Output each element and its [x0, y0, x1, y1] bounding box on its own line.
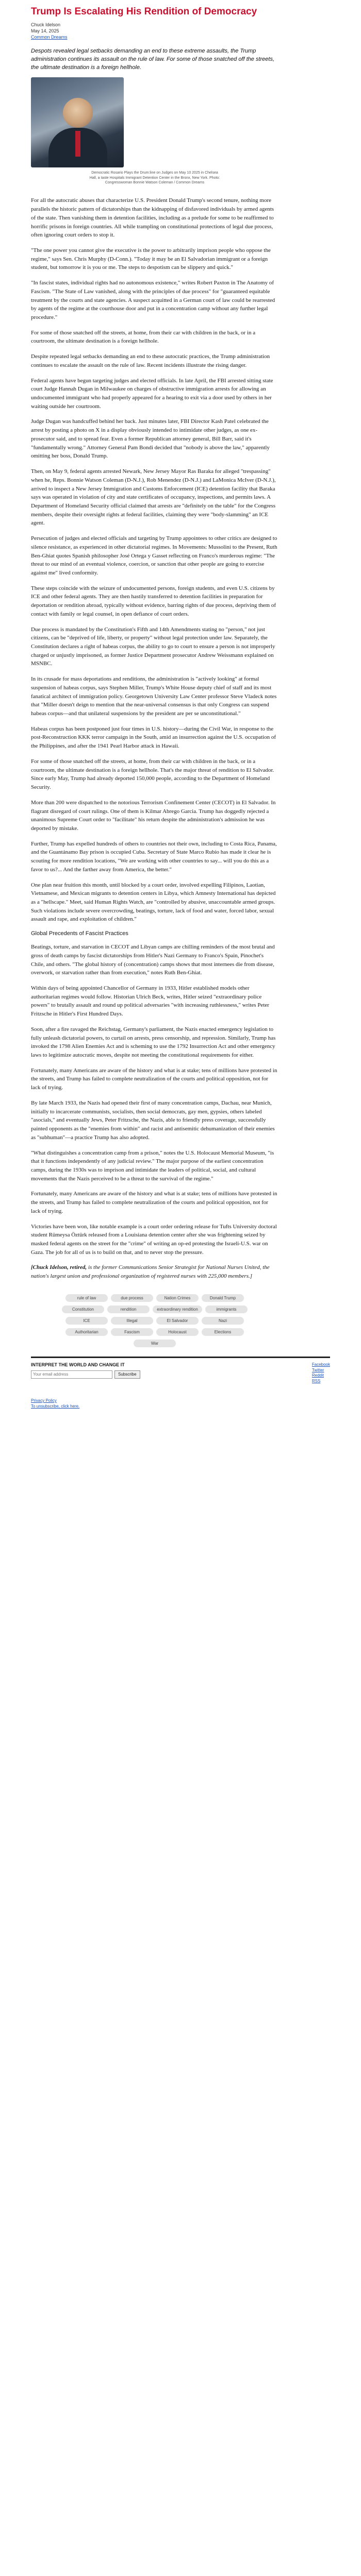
article-paragraph: For some of those snatched off the streets, at home, from their car with children in the back, or in a courtroom, the ultimate destination is a foreign hellhole. [31, 329, 256, 345]
article-paragraph: Judge Dugan was handcuffed behind her back. Just minutes later, FBI Director Kash Patel celebrated the arrest by posting a photo on X in a display obviously intended to intimidate other judges, as one ex-prosecutor said, and to spread fear. Even a former Republican attorney general, Bill Barr, said it's "fundamentally wrong." Attorney General Pam Bondi decided that "nobody is above the law," apparently omitting her boss, Donald Trump. [31, 418, 270, 460]
tag-list [46, 1294, 263, 1347]
tag-pill[interactable]: due process [111, 1294, 153, 1302]
author: Chuck Idelson [31, 22, 61, 27]
subscribe-button[interactable]: Subscribe [114, 1370, 140, 1379]
tag-pill[interactable]: Holocaust [156, 1328, 199, 1336]
article-body [31, 196, 278, 1280]
article-paragraph: For all the autocratic abuses that characterize U.S. President Donald Trump's second tenure, nothing more parallels the historic pattern of dictatorships than the kidnapping of disfavored individuals by armed agents of the state. Then vanishing them in detention facilities, including as a prelude for some to be reaffirmed to horrific prisons in foreign countries. All while trampling on constitutional protections of legal due process, often ignoring court orders to stop it. [31, 197, 274, 239]
article-deck: Despots revealed legal setbacks demanding an end to these extreme assaults, the Trump administration continues its assault on the rule of law. For some of those snatched off the streets, the ultimate destination is a foreign hellhole. [31, 48, 275, 71]
article-paragraph: Further, Trump has expelled hundreds of others to countries not their own, including to Costa Rica, Panama, and the Guantánamo Bay prison is occupied Cuba. Secretary of State Marco Rubio has made it clear he is scouting for more rendition locations, "We are working with other countries to say... will you do this as a favor to us?... And the farther away from America, the better." [31, 840, 277, 873]
article-paragraph: Fortunately, many Americans are aware of the history and what is at stake; tens of millions have protested in the streets, and Trump has failed to complete neutralization of the courts and political opposition, not for lack of trying. [31, 1067, 277, 1091]
footer [31, 1357, 330, 1384]
article-paragraph: Persecution of judges and elected officials and targeting by Trump appointees to other critics are designed to silence resistance, as experienced in other dictatorial regimes. In Movements: Mussolini to the Present, Ruth Ben-Ghiat quotes Spanish philosopher José Ortega y Gasset reflecting on Franco's murderous regime: "The threat to our mind of an eventual violence, coercion, or sanction that other people are going to exercise against me" lived conformity. [31, 535, 277, 576]
article-meta [31, 22, 278, 40]
article-paragraph: Then, on May 9, federal agents arrested Newark, New Jersey Mayor Ras Baraka for alleged "trespassing" when he, Reps. Bonnie Watson Coleman (D-N.J.), Rob Menendez (D-N.J.) and LaMonica McIver (D-N.J.), arrived to inspect a New Jersey Immigration and Customs Enforcement (ICE) detention facility that Baraka says was operated in violation of city and state certificates of occupancy, inspections, and permits laws. A Department of Homeland Security official claimed that arrests are "definitely on the table" for the Congress members, despite their oversight rights at federal facilities, claiming they were "body-slamming" an ICE agent. [31, 468, 276, 527]
social-link-rss[interactable]: RSS [311, 1379, 321, 1384]
tag-pill[interactable]: Elections [202, 1328, 244, 1336]
footer-links [31, 1398, 361, 1409]
privacy-policy-link[interactable]: Privacy Policy [31, 1398, 57, 1403]
date: May 14, 2025 [31, 28, 59, 33]
social-links [312, 1362, 330, 1384]
tag-pill[interactable]: rendition [107, 1306, 150, 1313]
social-link-twitter[interactable]: Twitter [311, 1367, 324, 1372]
photo-caption: Democratic Rosario Plays the Drum:line on Judges on May 10 2025 in Chelsea Hall, a taste Hospitals Immigrant Detention Center in the Bronx, New York. Photo: Congresswoman Bonnie Watson Coleman / Common Dreams [89, 171, 220, 184]
tag-pill[interactable]: El Salvador [156, 1317, 199, 1325]
tag-pill[interactable]: Nation Crimes [156, 1294, 199, 1302]
article-paragraph: Despite repeated legal setbacks demanding an end to these autocratic practices, the Trump administration continues to escalate the assault on the rule of law. Recent incidents illustrate the rising danger. [31, 353, 270, 368]
article-paragraph: "The one power you cannot give the executive is the power to arbitrarily imprison people who oppose the regime," says Sen. Chris Murphy (D-Conn.). "Today it may be an El Salvadorian immigrant or a foreign student, but tomorrow it is you or me. The steps to despotism can be slippery and quick." [31, 247, 271, 271]
article-paragraph: Soon, after a fire ravaged the Reichstag, Germany's parliament, the Nazis enacted emergency legislation to fully unleash dictatorial powers, to curtail on arrests, press censorship, and repression. Similarly, Trump has invoked the 1798 Alien Enemies Act and is scheming to use the 1792 Insurrection Act and other emergency laws to legitimize autocratic moves, despite not meeting the constitutional requirements for either. [31, 1026, 276, 1059]
bio-text: is the former Communications Senior Strategist for National Nurses United, the nation's largest union and professional organization of registered nurses with 225,000 members.] [31, 1264, 270, 1280]
author-bio [31, 1263, 278, 1280]
article-paragraph: Fortunately, many Americans are aware of the history and what is at stake; tens of millions have protested in the streets, and Trump has failed to complete neutralization of the courts and political opposition, not for lack of trying. [31, 1191, 277, 1214]
tag-pill[interactable]: Nazi [202, 1317, 244, 1325]
article [31, 0, 278, 1347]
article-paragraph: In its crusade for mass deportations and renditions, the administration is "actively looking" at formal suspension of habeas corpus, says Stephen Miller, Trump's White House deputy chief of staff and its most fanatical architect of immigration policy. Georgetown University Law Center professor Steve Vladeck notes that "Miller doesn't deign to mention that the near-universal consensus is that only Congress can suspend habeas corpus—and that unilateral suspensions by the president are per se unconstitutional." [31, 676, 277, 717]
unsubscribe-link[interactable]: To unsubscribe, click here. [31, 1404, 80, 1409]
tag-pill[interactable]: Authoritarian [65, 1328, 108, 1336]
article-paragraph: One plan near fruition this month, until blocked by a court order, involved expelling Filipinos, Laotian, Vietnamese, and Mexican migrants to detention centers in Libya, which Amnesty International has depicted as a "hellscape." Meet, said Human Rights Watch, are "controlled by abusive, unaccountable armed groups. Such violations include severe overcrowding, beatings, torture, lack of food and water, forced labor, sexual assault and rape, and exploitation of children." [31, 882, 276, 923]
article-paragraph: More than 200 were dispatched to the notorious Terrorism Confinement Center (CECOT) in El Salvador. In flagrant disregard of court rulings. One of them is Kilmar Abrego Garcia. Trump has doggedly rejected a unanimous Supreme Court order to "facilitate" his return despite the administration's admission he was deported by mistake. [31, 799, 276, 832]
tag-pill[interactable]: immigrants [205, 1306, 248, 1313]
bio-author-name: [Chuck Idelson, retired, [31, 1264, 87, 1271]
tag-pill[interactable]: Constitution [62, 1306, 104, 1313]
tag-pill[interactable]: extraordinary rendition [153, 1306, 202, 1313]
article-paragraph: Victories have been won, like notable example is a court order ordering release for Tufts University doctoral student Rümeysa Öztürk released from a Louisiana detention center after she was frightening seized by masked federal agents on the street for the "crime" of writing an op-ed protesting the Israeli-U.S. war on Gaza. The job for all of us is to build on that, and to never stop the pressure. [31, 1223, 277, 1256]
footer-title: INTERPRET THE WORLD AND CHANGE IT [31, 1362, 125, 1367]
section-subhead: Global Precedents of Fascist Practices [31, 930, 128, 937]
article-paragraph: Due process is mandated by the Constitution's Fifth and 14th Amendments stating no "person," not just citizens, can be "deprived of life, liberty, or property" without legal protection under law. Separately, the Constitution declares a right of habeas corpus, the ability to go to court to ensure a person is not improperly charged or unjustly imprisoned, as former Justice Department prosecutor Andrew Weissmann explained on MSNBC. [31, 626, 275, 667]
newsletter-signup [31, 1362, 140, 1384]
email-field[interactable] [31, 1370, 112, 1379]
article-paragraph: Within days of being appointed Chancellor of Germany in 1933, Hitler established models other authoritarian regimes would follow. Historian Ulrich Beck, writes, Hitler seized "extraordinary police powers" to brutally assault and round up political adversaries "with increasing ruthlessness," writes Peter Fritzsche in Hitler's First Hundred Days. [31, 985, 269, 1018]
source-link[interactable]: Common Dreams [31, 35, 68, 40]
article-paragraph: For some of those snatched off the streets, at home, from their car with children in the back, or in a courtroom, the ultimate destination is a foreign hellhole. That's the major threat of rendition to El Salvador. Since early May, Trump had already deported 150,000 people, according to the Department of Homeland Security. [31, 758, 274, 791]
tag-pill[interactable]: Donald Trump [202, 1294, 244, 1302]
social-link-facebook[interactable]: Facebook [311, 1362, 330, 1367]
article-headline: Trump Is Escalating His Rendition of Democracy [31, 6, 257, 17]
tag-pill[interactable]: Illegal [111, 1317, 153, 1325]
article-paragraph: These steps coincide with the seizure of undocumented persons, foreign students, and even U.S. citizens by ICE and other federal agents. They are then hastily transferred to detention facilities in preparation for deportation or rendition abroad, typically without evidence, barring rights of due process, depriving them of contact with family or legal counsel, in open defiance of court orders. [31, 585, 276, 617]
tag-pill[interactable]: Fascism [111, 1328, 153, 1336]
article-paragraph: Beatings, torture, and starvation in CECOT and Libyan camps are chilling reminders of the most brutal and gross of death camps by fascist dictatorships from Hitler's Nazi Germany to Franco's Spain, Pinochet's Chile, and others. "The global history of (concentration) camps shows that most internees die from disease, overwork, or starvation rather than from execution," notes Ruth Ben-Ghiat. [31, 944, 275, 976]
article-paragraph: By late March 1933, the Nazis had opened their first of many concentration camps, Dachau, near Munich, initially to incarcerate communists, socialists, then social democrats, gay men, gypsies, others labeled "asocials," and eventually Jews, Peter Fritzsche, the Nazis, able to friendly press coverage, successfully painted opponents as the "enemies from within" and racist and antisemitic dehumanization of their enemies as "subhuman"—a practice Trump has also adopted. [31, 1099, 275, 1141]
tag-pill[interactable]: War [134, 1340, 176, 1347]
article-photo [31, 77, 124, 167]
tag-pill[interactable]: ICE [65, 1317, 108, 1325]
article-paragraph: "In fascist states, individual rights had no autonomous existence," writes Robert Paxton in The Anatomy of Fascism. "The State of Law vanished, along with the principles of due process" for "guaranteed equitable treatment by the courts and state agencies. A suspect acquitted in a German court of law could be rearrested by agents of the regime at the courthouse door and put in a concentration camp without any further legal procedure." [31, 280, 275, 321]
article-paragraph: Federal agents have begun targeting judges and elected officials. In late April, the FBI arrested sitting state court Judge Hannah Dugan in Milwaukee on charges of obstructive immigration arrests for allowing an undocumented immigrant who had properly appeared for a hearing to exit via a door used by others in her waiting outside her courtroom. [31, 377, 273, 410]
article-paragraph: Habeas corpus has been postponed just four times in U.S. history—during the Civil War, in response to the post-Reconstruction KKK terror campaign in the South, amid an insurrection against the U.S. occupation of the Philippines, and after the 1941 Pearl Harbor attack in Hawaii. [31, 725, 276, 750]
article-paragraph: "What distinguishes a concentration camp from a prison," notes the U.S. Holocaust Memorial Museum, "is that it functions independently of any judicial review." The major purpose of the earliest concentration camps, during the 1930s was to imprison and intimidate the leaders of political, social, and cultural movements that the Nazis perceived to be a threat to the survival of the regime." [31, 1149, 274, 1182]
tag-pill[interactable]: rule of law [65, 1294, 108, 1302]
social-link-reddit[interactable]: Reddit [311, 1373, 324, 1378]
